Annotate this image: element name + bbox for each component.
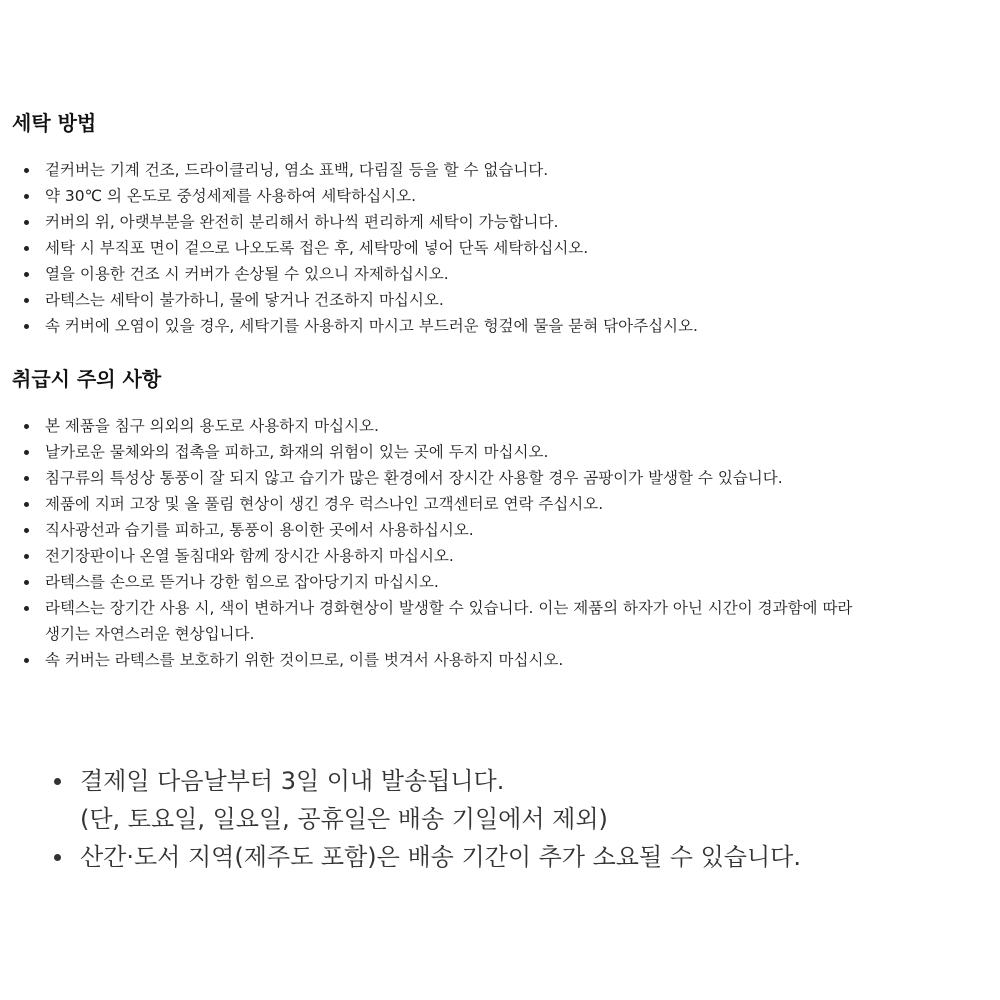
list-item: 약 30℃ 의 온도로 중성세제를 사용하여 세탁하십시오. bbox=[0, 183, 1000, 209]
shipping-notice-list bbox=[0, 762, 1000, 876]
bullet-dot bbox=[24, 246, 29, 251]
handling-title: 취급시 주의 사항 bbox=[12, 367, 162, 391]
bullet-dot bbox=[24, 220, 29, 225]
bullet-dot bbox=[24, 194, 29, 199]
list-item: 속 커버에 오염이 있을 경우, 세탁기를 사용하지 마시고 부드러운 헝겊에 물을 묻혀 닦아주십시오. bbox=[0, 313, 1000, 339]
list-item: 날카로운 물체와의 접촉을 피하고, 화재의 위험이 있는 곳에 두지 마십시오. bbox=[0, 439, 1000, 465]
list-item: 제품에 지퍼 고장 및 올 풀림 현상이 생긴 경우 럭스나인 고객센터로 연락 주십시오. bbox=[0, 491, 1000, 517]
bullet-dot bbox=[24, 476, 29, 481]
bullet-dot bbox=[24, 272, 29, 277]
bullet-dot bbox=[24, 580, 29, 585]
bullet-dot bbox=[24, 658, 29, 663]
list-item: 열을 이용한 건조 시 커버가 손상될 수 있으니 자제하십시오. bbox=[0, 261, 1000, 287]
list-item: 침구류의 특성상 통풍이 잘 되지 않고 습기가 많은 환경에서 장시간 사용할 경우 곰팡이가 발생할 수 있습니다. bbox=[0, 465, 1000, 491]
list-item: 라텍스를 손으로 뜯거나 강한 힘으로 잡아당기지 마십시오. bbox=[0, 569, 1000, 595]
list-item: 직사광선과 습기를 피하고, 통풍이 용이한 곳에서 사용하십시오. bbox=[0, 517, 1000, 543]
list-item: 본 제품을 침구 의외의 용도로 사용하지 마십시오. bbox=[0, 413, 1000, 439]
list-item: 겉커버는 기계 건조, 드라이클리닝, 염소 표백, 다림질 등을 할 수 없습니다. bbox=[0, 157, 1000, 183]
bullet-dot bbox=[24, 554, 29, 559]
list-item: 산간·도서 지역(제주도 포함)은 배송 기간이 추가 소요될 수 있습니다. bbox=[0, 838, 1000, 876]
bullet-dot bbox=[24, 424, 29, 429]
bullet-dot bbox=[54, 854, 61, 861]
bullet-dot bbox=[24, 502, 29, 507]
bullet-dot bbox=[54, 778, 61, 785]
bullet-dot bbox=[24, 606, 29, 611]
bullet-dot bbox=[24, 450, 29, 455]
handling-list bbox=[0, 413, 1000, 673]
list-item: 전기장판이나 온열 돌침대와 함께 장시간 사용하지 마십시오. bbox=[0, 543, 1000, 569]
bullet-dot bbox=[24, 324, 29, 329]
bullet-dot bbox=[24, 528, 29, 533]
bullet-dot bbox=[24, 298, 29, 303]
list-item: 세탁 시 부직포 면이 겉으로 나오도록 접은 후, 세탁망에 넣어 단독 세탁하십시오. bbox=[0, 235, 1000, 261]
list-item: 라텍스는 장기간 사용 시, 색이 변하거나 경화현상이 발생할 수 있습니다. 이는 제품의 하자가 아닌 시간이 경과함에 따라 생기는 자연스러운 현상입니다. bbox=[0, 595, 1000, 647]
list-item: 결제일 다음날부터 3일 이내 발송됩니다. (단, 토요일, 일요일, 공휴일은 배송 기일에서 제외) bbox=[0, 762, 1000, 838]
list-item: 속 커버는 라텍스를 보호하기 위한 것이므로, 이를 벗겨서 사용하지 마십시오. bbox=[0, 647, 1000, 673]
list-item: 커버의 위, 아랫부분을 완전히 분리해서 하나씩 편리하게 세탁이 가능합니다. bbox=[0, 209, 1000, 235]
washing-title: 세탁 방법 bbox=[12, 111, 97, 135]
washing-list bbox=[0, 157, 1000, 339]
list-item: 라텍스는 세탁이 불가하니, 물에 닿거나 건조하지 마십시오. bbox=[0, 287, 1000, 313]
bullet-dot bbox=[24, 168, 29, 173]
